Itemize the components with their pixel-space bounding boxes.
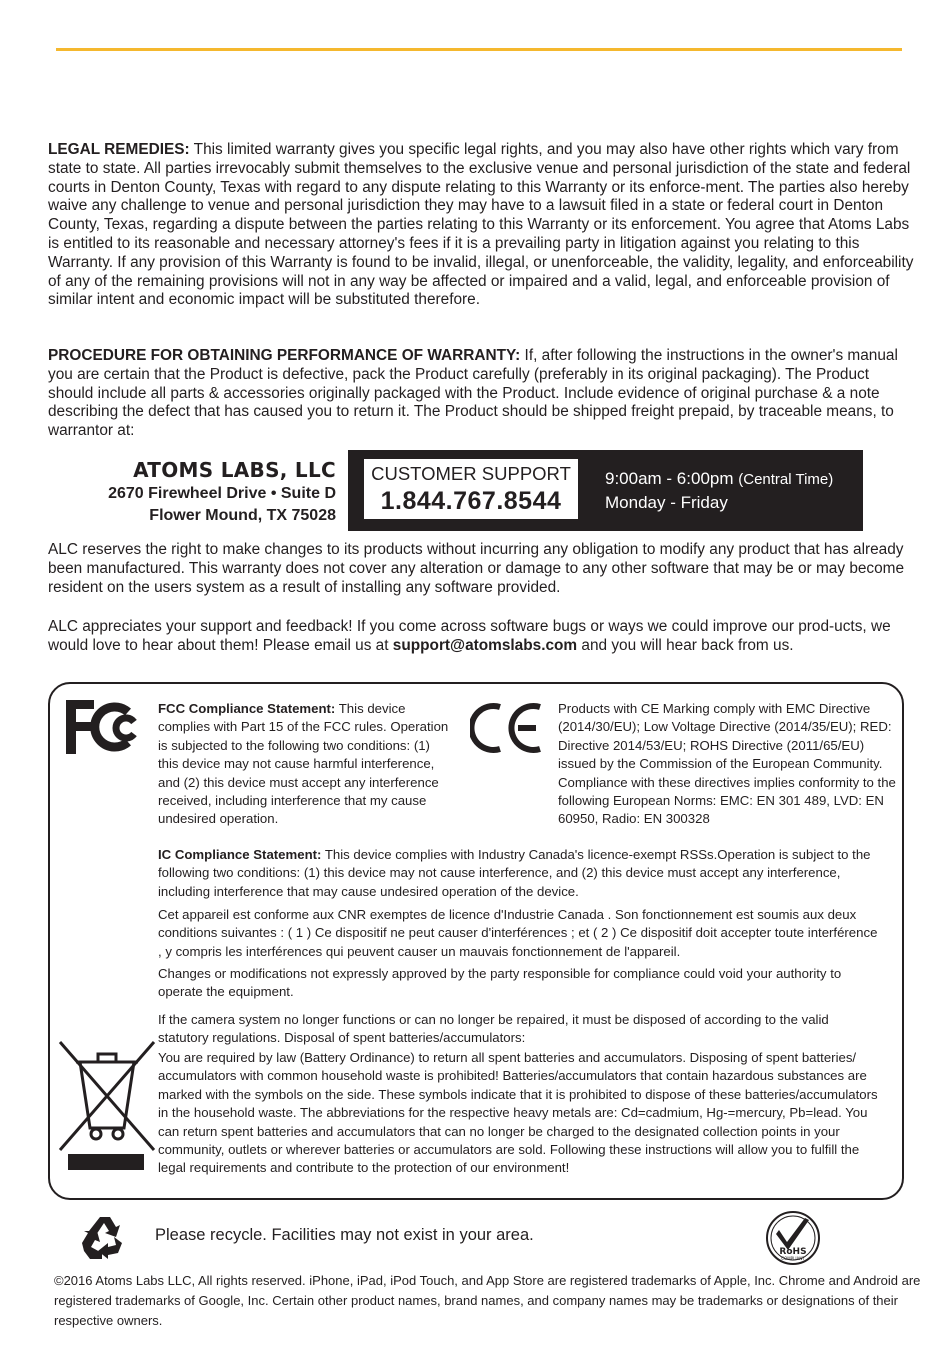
ic-statement-french: Cet appareil est conforme aux CNR exemptes de licence d'Industrie Canada . Son fonctionnement est soumis aux deux conditions suivantes : ( 1 ) Ce dispositif ne peut causer d'interférences ; et ( 2 ) Ce dispositif doit accepter toute interférence , y compris les interférences qui peuvent causer un mauvais fonctionnement de l'appareil. <box>158 907 878 959</box>
fcc-logo-icon <box>64 698 142 756</box>
warrantor-address <box>108 457 336 527</box>
ce-mark-icon <box>470 701 544 755</box>
alc-changes-paragraph: ALC reserves the right to make changes to its products without incurring any obligation to modify any product that has already been manufactured. This warranty does not cover any alteration or damage to any other software that may be or may become resident on the users system as a result of installing any software provided. <box>48 541 905 596</box>
rohs-compliant-icon <box>765 1210 821 1266</box>
disposal-statement: If the camera system no longer functions or can no longer be repaired, it must be disposed of according to the valid statutory regulations. Disposal of spent batteries/accumulators: <box>158 1012 829 1046</box>
customer-support-label-box <box>364 459 578 519</box>
support-hours <box>605 467 833 514</box>
alc-feedback-closing: and you will hear back from us. <box>577 636 794 654</box>
top-accent-rule <box>56 48 902 51</box>
customer-support-panel <box>348 450 863 531</box>
ce-statement: Products with CE Marking comply with EMC Directive (2014/30/EU); Low Voltage Directive (2014/35/EU); RED: Directive 2014/53/EU; ROHS Directive (2011/65/EU) issued by the Commission of the European Community. Compliance with these directives implies conformity to the following European Norms: EMC: EN 301 489, LVD: EN 60950, Radio: EN 300328 <box>558 701 896 827</box>
fcc-statement <box>158 700 450 829</box>
address-city: Flower Mound, TX 75028 <box>149 507 336 524</box>
company-name: ATOMS LABS, LLC <box>133 458 336 482</box>
legal-remedies-body: This limited warranty gives you specific legal rights, and you may also have other rights which vary from state to state. All parties irrevocably submit themselves to the exclusive venue and personal jurisdiction of the state and federal courts in Denton County, Texas with regard to any dispute relating to this Warranty or its enforce-ment. The parties also hereby waive any challenge to venue and personal jurisdiction they may have to a lawsuit filed in a state or federal court in Denton County, Texas, regarding a dispute between the parties relating to this Warranty or its enforcement. You agree that Atoms Labs is entitled to its reasonable and necessary attorney's fees if it is a prevailing party in litigation against you relating to this Warranty. If any provision of this Warranty is found to be invalid, illegal, or unenforceable, the validity, legality, and enforceability of any of the remaining provisions will not in any way be affected or impaired and a valid, legal, and enforceable provision of similar intent and economic impact will be substituted therefore. <box>48 141 914 309</box>
warranty-procedure-body: If, after following the instructions in the owner's manual you are certain that the Product is defective, pack the Product carefully (preferably in its original packaging). The Product should include all parts & accessories originally packaged with the Product. Include evidence of original purchase & a note describing the defect that has caused you to return it. The Product should be shipped freight prepaid, by traceable means, to warrantor at: <box>48 347 898 440</box>
alc-feedback-text: ALC appreciates your support and feedback! If you come across software bugs or ways we could improve our prod-ucts, we would love to hear about them! Please email us at <box>48 618 891 654</box>
warranty-procedure-heading: PROCEDURE FOR OBTAINING PERFORMANCE OF WARRANTY: <box>48 347 521 364</box>
support-timezone: (Central Time) <box>738 471 834 488</box>
alc-feedback-paragraph <box>48 618 916 656</box>
support-days: Monday - Friday <box>605 493 728 512</box>
crossed-out-bin-icon <box>58 1040 156 1170</box>
fcc-body: This device complies with Part 15 of the FCC rules. Operation is subjected to the following two conditions: (1) this device may not cause harmful interference, and (2) this device must accept any interference received, including interference that my cause undesired operation. <box>158 701 449 827</box>
ic-statement <box>158 846 878 901</box>
legal-remedies-paragraph <box>48 141 916 310</box>
support-hours-time: 9:00am - 6:00pm <box>605 469 734 488</box>
rohs-sub-label: COMPLIANT <box>781 1256 805 1261</box>
legal-remedies-heading: LEGAL REMEDIES: <box>48 141 190 158</box>
rohs-label: RoHS <box>779 1247 807 1257</box>
support-email-link[interactable]: support@atomslabs.com <box>392 636 578 654</box>
fcc-heading: FCC Compliance Statement: <box>158 701 336 716</box>
support-phone-number[interactable]: 1.844.767.8544 <box>380 487 562 515</box>
ic-heading: IC Compliance Statement: <box>158 847 322 862</box>
recycle-notice: Please recycle. Facilities may not exist in your area. <box>155 1226 534 1244</box>
warranty-procedure-paragraph <box>48 347 916 441</box>
customer-support-title: CUSTOMER SUPPORT <box>371 463 571 484</box>
battery-statement: You are required by law (Battery Ordinance) to return all spent batteries and accumulators. Disposing of spent batteries/ accumulators with common household waste is prohibited! Batteries/accumulators that contain hazardous substances are marked with the symbols on the side. These symbols indicate that it is prohibited to dispose of these batteries/accumulators in the household waste. The abbreviations for the respective heavy metals are: Cd=cadmium, Hg-=mercury, Pb=lead. You can return spent batteries and accumulators that can no longer be charged to the designated collection points in your community, outlets or wherever batteries or accumulators are sold. Following these instructions will allow you to fulfill the legal requirements and contribute to the protection of our environment! <box>158 1050 878 1176</box>
address-street: 2670 Firewheel Drive • Suite D <box>108 485 336 502</box>
ic-body: This device complies with Industry Canada's licence-exempt RSSs.Operation is subject to the following two conditions: (1) this device may not cause interference, and (2) this device must accept any interference, including interference that may cause undesired operation of the device. <box>158 847 871 899</box>
copyright-notice: ©2016 Atoms Labs LLC, All rights reserved. iPhone, iPad, iPod Touch, and App Store are registered trademarks of Apple, Inc. Chrome and Android are registered trademarks of Google, Inc. Certain other product names, brand names, and company names may be trademarks or designations of their respective owners. <box>54 1273 921 1328</box>
modifications-statement: Changes or modifications not expressly approved by the party responsible for compliance could void your authority to operate the equipment. <box>158 966 842 1000</box>
recycle-icon <box>80 1215 126 1261</box>
